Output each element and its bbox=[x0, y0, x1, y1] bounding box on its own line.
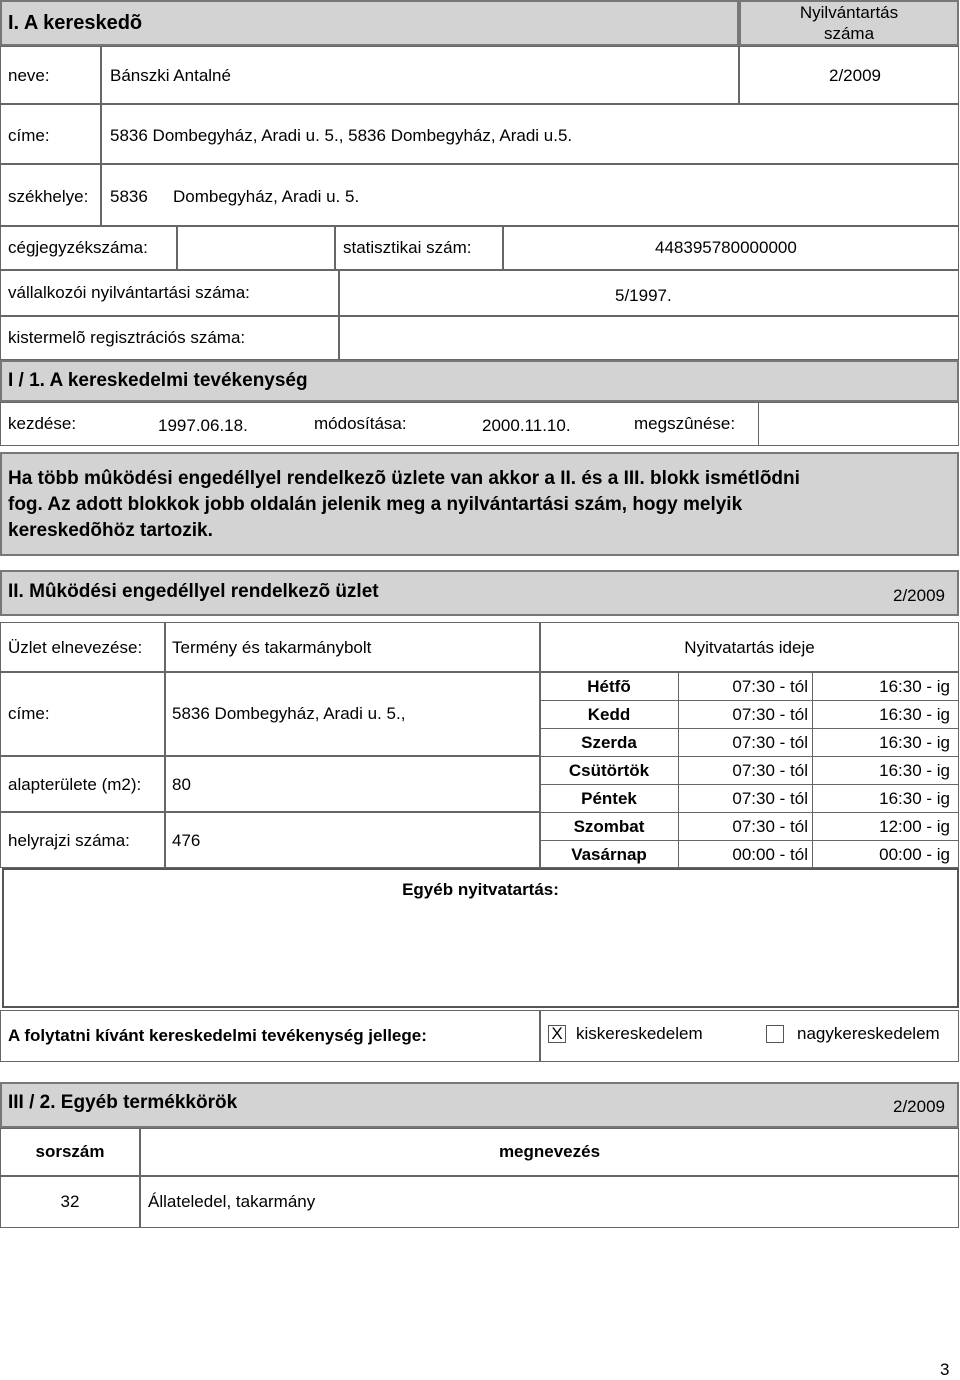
company-reg-value-cell bbox=[177, 226, 335, 270]
hours-from: 07:30 - tól bbox=[732, 705, 808, 724]
page-number: 3 bbox=[940, 1360, 950, 1379]
end-label: megszûnése: bbox=[634, 414, 736, 433]
hours-to: 16:30 - ig bbox=[879, 705, 950, 724]
merchant-section-title: I. A kereskedõ bbox=[8, 12, 143, 34]
start-label: kezdése: bbox=[8, 414, 77, 433]
name-label: neve: bbox=[8, 66, 50, 85]
wholesale-checkbox[interactable] bbox=[766, 1025, 784, 1043]
day-label: Péntek bbox=[581, 789, 637, 808]
stat-label: statisztikai szám: bbox=[343, 238, 472, 257]
wholesale-label: nagykereskedelem bbox=[797, 1024, 940, 1043]
seat-zip: 5836 bbox=[110, 187, 148, 206]
reg-header-line2: száma bbox=[823, 24, 875, 43]
hours-to: 12:00 - ig bbox=[879, 817, 950, 836]
retail-label: kiskereskedelem bbox=[576, 1024, 703, 1043]
address-label: címe: bbox=[8, 126, 50, 145]
shop-address-value: 5836 Dombegyház, Aradi u. 5., bbox=[172, 704, 406, 723]
hours-to: 00:00 - ig bbox=[879, 845, 950, 864]
product-number: 32 bbox=[60, 1192, 80, 1211]
hours-to: 16:30 - ig bbox=[879, 677, 950, 696]
merchant-reg-number: 2/2009 bbox=[829, 66, 881, 85]
activity-type-label: A folytatni kívánt kereskedelmi tevékenység jellege: bbox=[8, 1026, 427, 1045]
hours-from: 00:00 - tól bbox=[732, 845, 808, 864]
modified-value: 2000.11.10. bbox=[482, 416, 571, 435]
area-label: alapterülete (m2): bbox=[8, 775, 142, 794]
col-number-header: sorszám bbox=[35, 1142, 105, 1161]
day-label: Vasárnap bbox=[571, 845, 647, 864]
activity-dates-row bbox=[0, 402, 959, 446]
hours-header: Nyitvatartás ideje bbox=[684, 638, 815, 657]
retail-checkbox[interactable]: X bbox=[548, 1025, 566, 1043]
modified-label: módosítása: bbox=[314, 414, 407, 433]
hours-from: 07:30 - tól bbox=[732, 789, 808, 808]
products-section-title: III / 2. Egyéb termékkörök bbox=[8, 1092, 238, 1113]
activity-section-title: I / 1. A kereskedelmi tevékenység bbox=[8, 370, 308, 391]
plot-value: 476 bbox=[172, 831, 201, 850]
hours-to: 16:30 - ig bbox=[879, 733, 950, 752]
area-value: 80 bbox=[172, 775, 191, 794]
notice-line3: kereskedõhöz tartozik. bbox=[8, 520, 213, 541]
day-label: Hétfõ bbox=[587, 677, 631, 696]
product-name: Állateledel, takarmány bbox=[148, 1192, 316, 1211]
day-label: Szombat bbox=[573, 817, 645, 836]
stat-value: 448395780000000 bbox=[655, 238, 797, 257]
producer-value-cell bbox=[339, 316, 959, 360]
shop-name-label: Üzlet elnevezése: bbox=[8, 638, 143, 657]
hours-from: 07:30 - tól bbox=[732, 817, 808, 836]
plot-value-cell bbox=[165, 812, 540, 868]
merchant-address: 5836 Dombegyház, Aradi u. 5., 5836 Dombegyház, Aradi u.5. bbox=[110, 126, 573, 145]
hours-to: 16:30 - ig bbox=[879, 789, 950, 808]
seat-label: székhelye: bbox=[8, 187, 89, 206]
company-reg-label: cégjegyzékszáma: bbox=[8, 238, 148, 257]
reg-header-line1: Nyilvántartás bbox=[799, 3, 899, 22]
area-value-cell bbox=[165, 756, 540, 812]
hours-from: 07:30 - tól bbox=[732, 677, 808, 696]
entrepreneur-value: 5/1997. bbox=[615, 286, 672, 305]
seat-address: Dombegyház, Aradi u. 5. bbox=[173, 187, 360, 206]
hours-to: 16:30 - ig bbox=[879, 761, 950, 780]
entrepreneur-label: vállalkozói nyilvántartási száma: bbox=[8, 283, 250, 302]
day-label: Csütörtök bbox=[568, 761, 650, 780]
notice-line1: Ha több mûködési engedéllyel rendelkezõ üzlete van akkor a II. és a III. blokk ismétlõdni bbox=[8, 468, 800, 489]
day-label: Kedd bbox=[587, 705, 631, 724]
day-label: Szerda bbox=[581, 733, 637, 752]
plot-label: helyrajzi száma: bbox=[8, 831, 130, 850]
shop-reg-number: 2/2009 bbox=[893, 586, 945, 605]
merchant-name: Bánszki Antalné bbox=[110, 66, 231, 85]
shop-address-label: címe: bbox=[8, 704, 50, 723]
start-value: 1997.06.18. bbox=[158, 416, 248, 435]
col-name-header: megnevezés bbox=[498, 1142, 601, 1161]
other-hours-label: Egyéb nyitvatartás: bbox=[402, 880, 559, 899]
hours-from: 07:30 - tól bbox=[732, 761, 808, 780]
products-reg-number: 2/2009 bbox=[893, 1097, 945, 1116]
notice-line2: fog. Az adott blokkok jobb oldalán jelenik meg a nyilvántartási szám, hogy melyik bbox=[8, 494, 743, 515]
producer-label: kistermelõ regisztrációs száma: bbox=[8, 328, 246, 347]
hours-from: 07:30 - tól bbox=[732, 733, 808, 752]
shop-name-value: Termény és takarmánybolt bbox=[172, 638, 372, 657]
shop-section-title: II. Mûködési engedéllyel rendelkezõ üzlet bbox=[8, 581, 379, 602]
